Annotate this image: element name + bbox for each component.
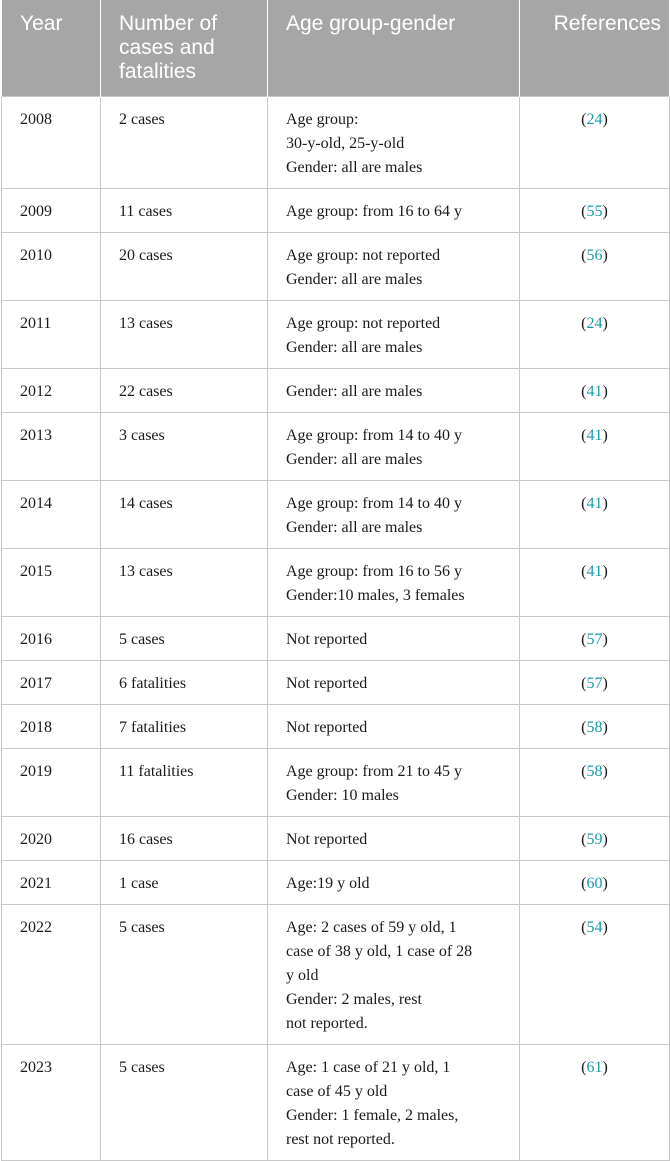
close-paren: ) (602, 631, 608, 648)
age-gender-cell (268, 481, 520, 549)
age-gender-cell (268, 189, 520, 233)
detail-line: Not reported (286, 631, 368, 648)
reference-cell (520, 661, 670, 705)
close-paren: ) (602, 1059, 608, 1076)
table-row (2, 1045, 670, 1161)
reference-cell (520, 861, 670, 905)
age-gender-cell (268, 1045, 520, 1161)
cases-cell: 3 cases (101, 413, 268, 481)
close-paren: ) (602, 919, 608, 936)
age-gender-cell (268, 861, 520, 905)
reference-link[interactable]: 61 (586, 1059, 603, 1076)
detail-line: Not reported (286, 831, 368, 848)
reference-link[interactable]: 41 (586, 563, 603, 580)
reference-link[interactable]: 59 (586, 831, 603, 848)
table-row (2, 97, 670, 189)
cases-cell: 7 fatalities (101, 705, 268, 749)
year-cell: 2021 (2, 861, 101, 905)
year-cell: 2009 (2, 189, 101, 233)
detail-line: not reported. (286, 1015, 368, 1032)
detail-line: Age: 2 cases of 59 y old, 1 (286, 919, 457, 936)
age-gender-cell (268, 549, 520, 617)
cases-cell: 13 cases (101, 301, 268, 369)
header-cases: Number of cases and fatalities (101, 0, 268, 97)
year-cell: 2010 (2, 233, 101, 301)
reference-link[interactable]: 24 (586, 111, 603, 128)
cases-cell: 14 cases (101, 481, 268, 549)
close-paren: ) (602, 111, 608, 128)
cases-cell: 20 cases (101, 233, 268, 301)
age-gender-cell (268, 705, 520, 749)
detail-line: Gender: all are males (286, 271, 423, 288)
year-cell: 2011 (2, 301, 101, 369)
age-gender-cell (268, 905, 520, 1045)
detail-line: Not reported (286, 719, 368, 736)
age-gender-cell (268, 413, 520, 481)
detail-line: Gender: all are males (286, 383, 423, 400)
table-row (2, 817, 670, 861)
close-paren: ) (602, 315, 608, 332)
cases-cell: 11 cases (101, 189, 268, 233)
year-cell: 2016 (2, 617, 101, 661)
year-cell: 2014 (2, 481, 101, 549)
open-paren: ( (581, 763, 587, 780)
close-paren: ) (602, 495, 608, 512)
open-paren: ( (581, 1059, 587, 1076)
reference-link[interactable]: 24 (586, 315, 603, 332)
table-row (2, 617, 670, 661)
detail-line: Gender: 10 males (286, 787, 399, 804)
reference-link[interactable]: 56 (586, 247, 603, 264)
cases-cell: 1 case (101, 861, 268, 905)
reference-cell (520, 189, 670, 233)
table-row (2, 661, 670, 705)
cases-cell: 5 cases (101, 905, 268, 1045)
cases-cell: 5 cases (101, 1045, 268, 1161)
table-row (2, 549, 670, 617)
reference-link[interactable]: 60 (586, 875, 603, 892)
reference-cell (520, 481, 670, 549)
year-cell: 2020 (2, 817, 101, 861)
year-cell: 2008 (2, 97, 101, 189)
reference-cell (520, 301, 670, 369)
cases-cell: 22 cases (101, 369, 268, 413)
detail-line: Age group: not reported (286, 315, 441, 332)
reference-link[interactable]: 55 (586, 203, 603, 220)
open-paren: ( (581, 719, 587, 736)
close-paren: ) (602, 675, 608, 692)
open-paren: ( (581, 631, 587, 648)
table-row (2, 233, 670, 301)
detail-line: Gender: 1 female, 2 males, (286, 1107, 459, 1124)
open-paren: ( (581, 831, 587, 848)
table-row (2, 481, 670, 549)
reference-link[interactable]: 41 (586, 427, 603, 444)
header-row (2, 0, 670, 97)
detail-line: case of 45 y old (286, 1083, 388, 1100)
detail-line: Gender:10 males, 3 females (286, 587, 465, 604)
cases-cell: 6 fatalities (101, 661, 268, 705)
detail-line: 30-y-old, 25-y-old (286, 135, 405, 152)
reference-link[interactable]: 57 (586, 675, 603, 692)
header-age-gender: Age group-gender (268, 0, 520, 97)
close-paren: ) (602, 719, 608, 736)
reference-link[interactable]: 41 (586, 495, 603, 512)
detail-line: Age:19 y old (286, 875, 370, 892)
header-references: References (520, 0, 670, 97)
detail-line: Gender: 2 males, rest (286, 991, 422, 1008)
reference-cell (520, 749, 670, 817)
detail-line: Not reported (286, 675, 368, 692)
year-cell: 2023 (2, 1045, 101, 1161)
year-cell: 2018 (2, 705, 101, 749)
reference-link[interactable]: 58 (586, 719, 603, 736)
open-paren: ( (581, 875, 587, 892)
table-row (2, 705, 670, 749)
detail-line: Age group: (286, 111, 359, 128)
age-gender-cell (268, 369, 520, 413)
close-paren: ) (602, 763, 608, 780)
detail-line: Age: 1 case of 21 y old, 1 (286, 1059, 451, 1076)
cases-cell: 11 fatalities (101, 749, 268, 817)
age-gender-cell (268, 817, 520, 861)
table-row (2, 861, 670, 905)
table-body (2, 97, 670, 1161)
header-year: Year (2, 0, 101, 97)
age-gender-cell (268, 97, 520, 189)
cases-cell: 16 cases (101, 817, 268, 861)
reference-cell (520, 705, 670, 749)
cases-cell: 5 cases (101, 617, 268, 661)
close-paren: ) (602, 247, 608, 264)
detail-line: case of 38 y old, 1 case of 28 (286, 943, 473, 960)
detail-line: Age group: from 21 to 45 y (286, 763, 462, 780)
reference-cell (520, 549, 670, 617)
close-paren: ) (602, 203, 608, 220)
open-paren: ( (581, 427, 587, 444)
reference-link[interactable]: 57 (586, 631, 603, 648)
reference-cell (520, 233, 670, 301)
reference-cell (520, 817, 670, 861)
table-row (2, 189, 670, 233)
year-cell: 2017 (2, 661, 101, 705)
reference-cell (520, 369, 670, 413)
close-paren: ) (602, 875, 608, 892)
close-paren: ) (602, 383, 608, 400)
reference-link[interactable]: 54 (586, 919, 603, 936)
table-row (2, 749, 670, 817)
detail-line: Age group: from 16 to 56 y (286, 563, 462, 580)
close-paren: ) (602, 831, 608, 848)
detail-line: Age group: from 14 to 40 y (286, 495, 462, 512)
detail-line: Age group: from 14 to 40 y (286, 427, 462, 444)
detail-line: Gender: all are males (286, 519, 423, 536)
year-cell: 2015 (2, 549, 101, 617)
reference-cell (520, 97, 670, 189)
table-row (2, 905, 670, 1045)
close-paren: ) (602, 427, 608, 444)
year-cell: 2013 (2, 413, 101, 481)
age-gender-cell (268, 233, 520, 301)
open-paren: ( (581, 203, 587, 220)
detail-line: Age group: from 16 to 64 y (286, 203, 462, 220)
reference-cell (520, 905, 670, 1045)
table-row (2, 369, 670, 413)
open-paren: ( (581, 675, 587, 692)
cases-cell: 13 cases (101, 549, 268, 617)
open-paren: ( (581, 563, 587, 580)
detail-line: y old (286, 967, 319, 984)
reference-link[interactable]: 41 (586, 383, 603, 400)
open-paren: ( (581, 247, 587, 264)
reference-link[interactable]: 58 (586, 763, 603, 780)
table-row (2, 413, 670, 481)
detail-line: rest not reported. (286, 1131, 395, 1148)
close-paren: ) (602, 563, 608, 580)
cases-cell: 2 cases (101, 97, 268, 189)
reference-cell (520, 413, 670, 481)
detail-line: Age group: not reported (286, 247, 441, 264)
age-gender-cell (268, 661, 520, 705)
age-gender-cell (268, 301, 520, 369)
reference-cell (520, 617, 670, 661)
open-paren: ( (581, 383, 587, 400)
year-cell: 2022 (2, 905, 101, 1045)
detail-line: Gender: all are males (286, 159, 423, 176)
age-gender-cell (268, 749, 520, 817)
open-paren: ( (581, 111, 587, 128)
detail-line: Gender: all are males (286, 451, 423, 468)
open-paren: ( (581, 919, 587, 936)
open-paren: ( (581, 315, 587, 332)
cases-table (1, 0, 670, 1161)
age-gender-cell (268, 617, 520, 661)
detail-line: Gender: all are males (286, 339, 423, 356)
year-cell: 2019 (2, 749, 101, 817)
open-paren: ( (581, 495, 587, 512)
table-row (2, 301, 670, 369)
year-cell: 2012 (2, 369, 101, 413)
reference-cell (520, 1045, 670, 1161)
table-header (2, 0, 670, 97)
